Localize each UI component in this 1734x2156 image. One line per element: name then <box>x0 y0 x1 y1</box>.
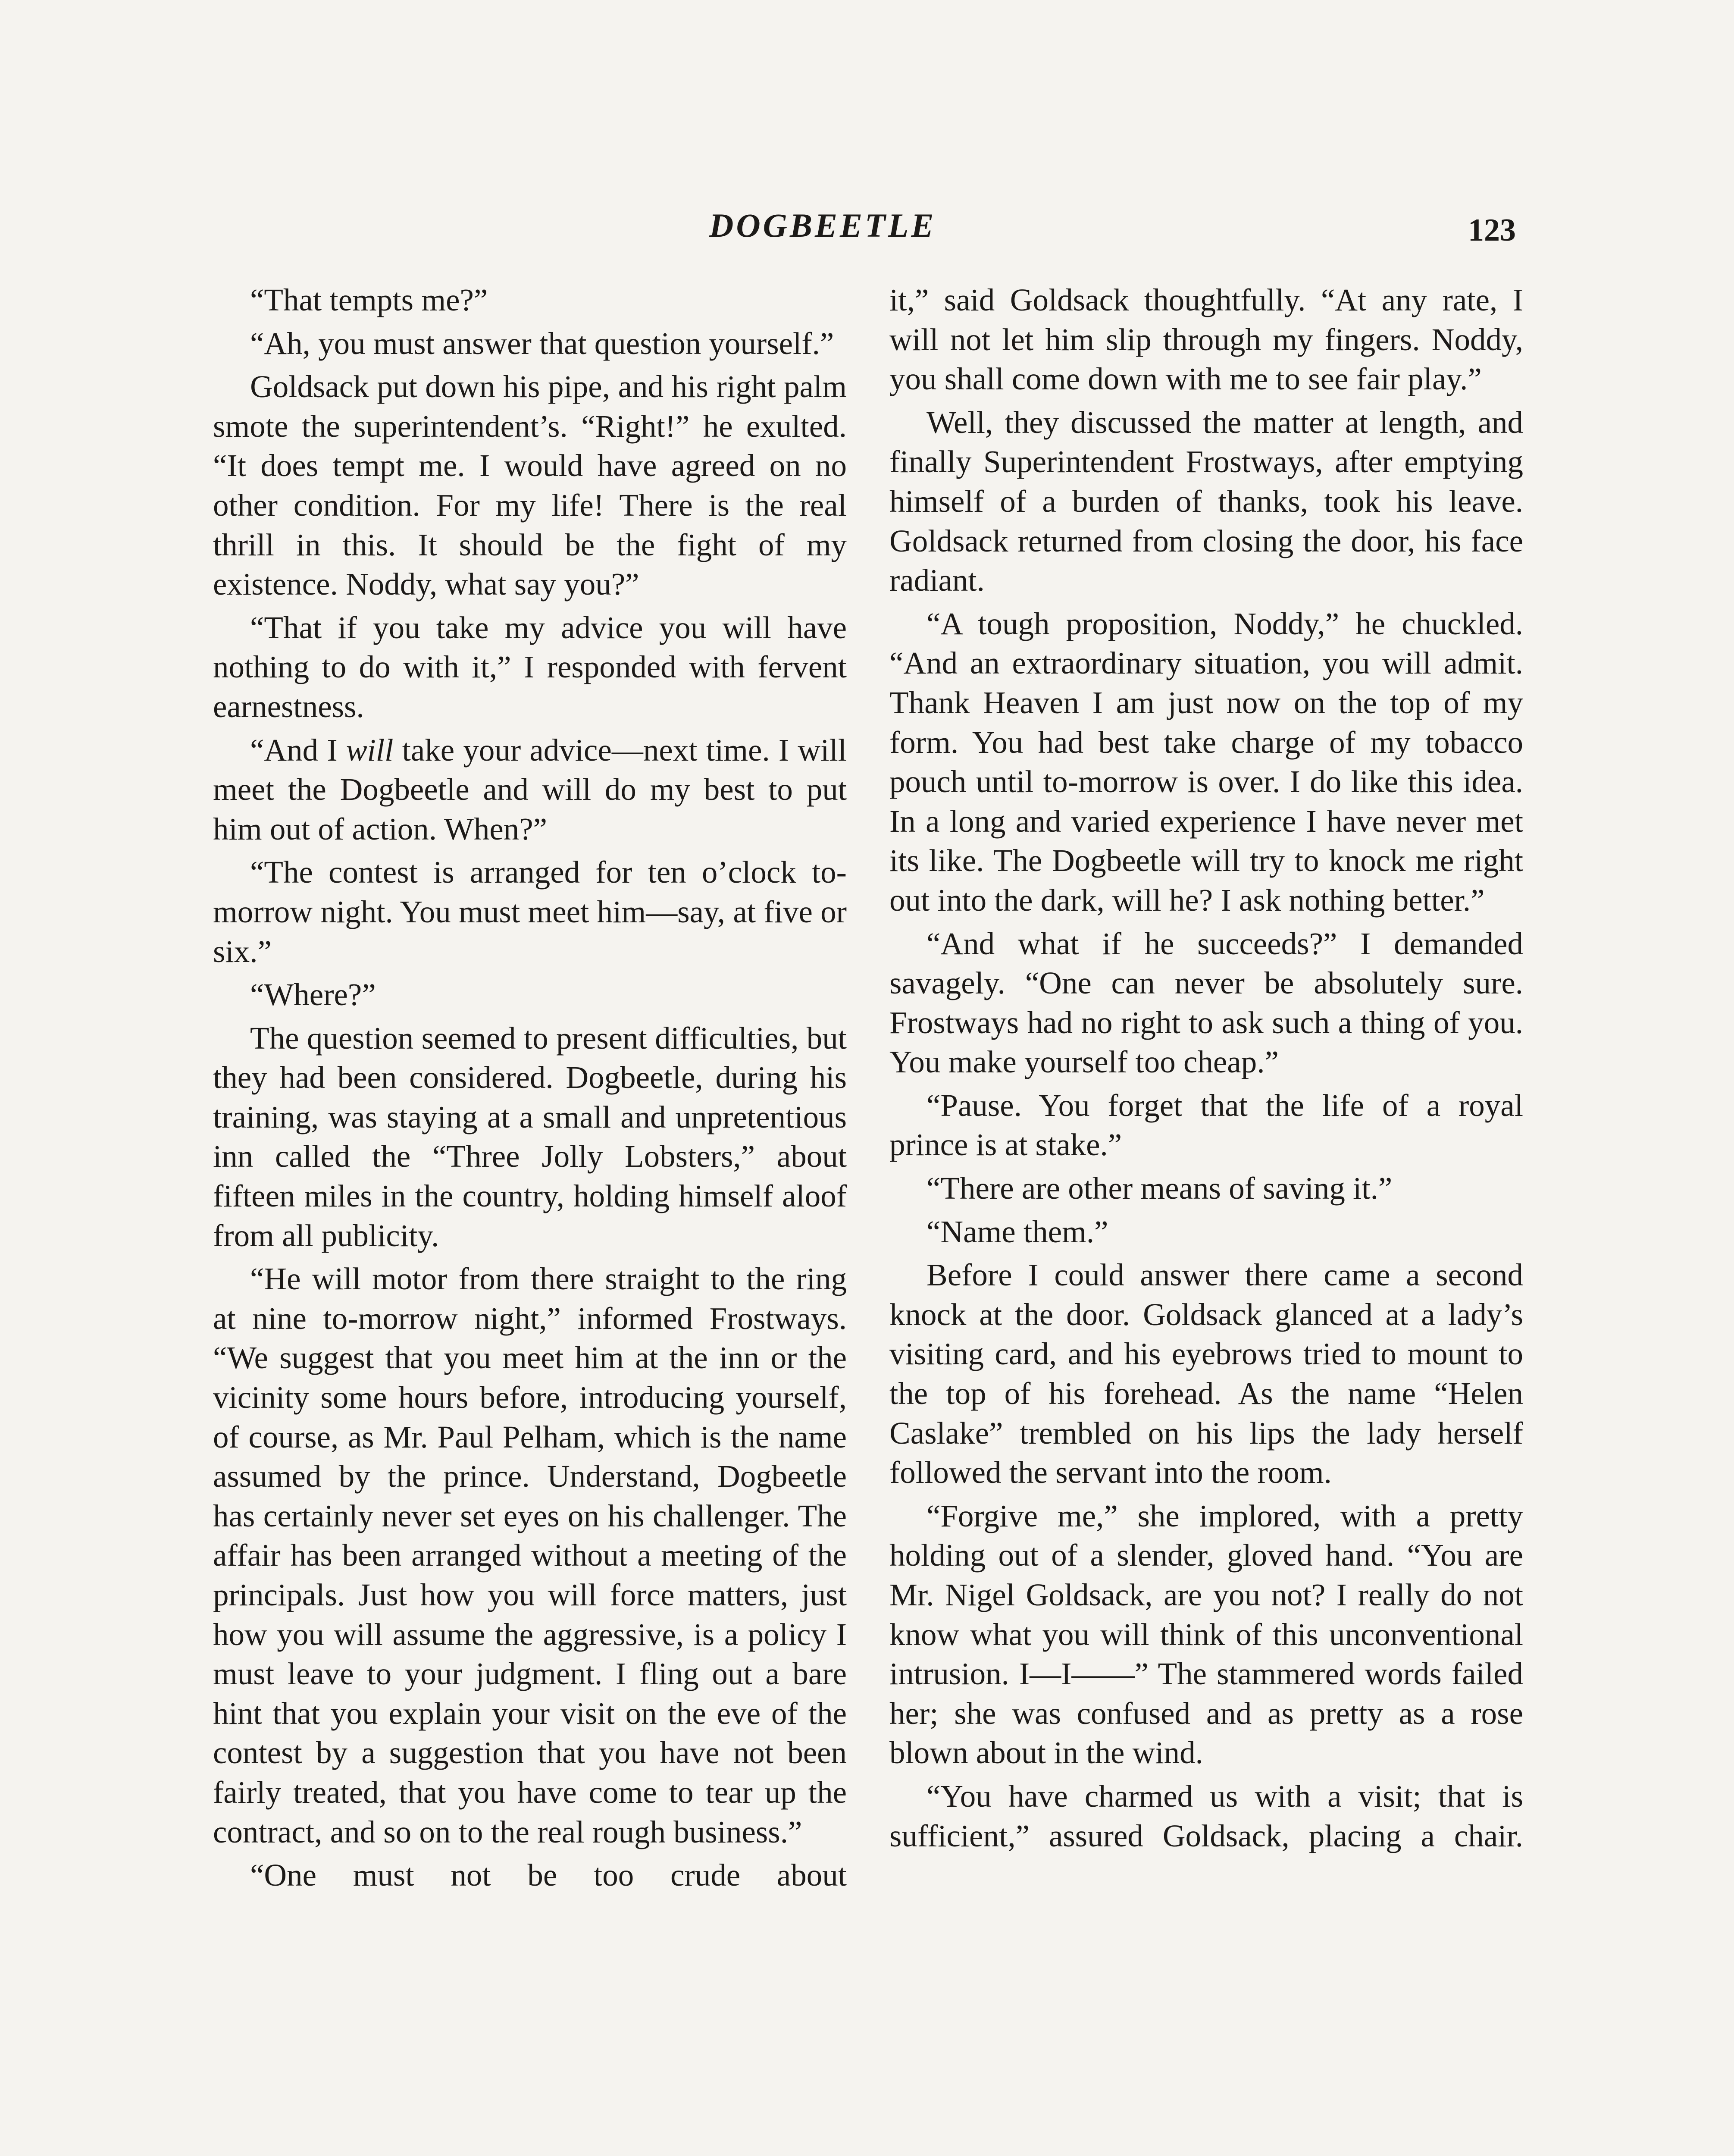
paragraph: “A tough proposition, Noddy,” he chuckled. “And an extraordinary situation, you will admit. Thank Heaven I am just now on the top of my form. You had best take charge of my tobacco pouch until to-morrow is over. I do like this idea. In a long and varied experience I have never met its like. The Dogbeetle will try to knock me right out into the dark, will he? I ask nothing better.” <box>889 606 1523 918</box>
paragraph: “Forgive me,” she implored, with a pretty holding out of a slender, gloved hand. “You are Mr. Nigel Goldsack, are you not? I really do not know what you will think of this unconventional intrusion. I—I——” The stammered words failed her; she was confused and as pretty as a rose blown about in the wind. <box>889 1498 1523 1771</box>
running-title: DOGBEETLE <box>709 207 936 244</box>
paragraph-continued: it,” said Goldsack thoughtfully. “At any rate, I will not let him slip through my fingers. Noddy, you shall come down with me to see fair play.” <box>889 282 1523 397</box>
paragraph: “The contest is arranged for ten o’clock to-morrow night. You must meet him—say, at five or six.” <box>213 855 847 969</box>
emphasis: will <box>346 732 394 768</box>
paragraph: “And what if he succeeds?” I demanded savagely. “One can never be absolutely sure. Frostways had no right to ask such a thing of you. You make yourself too cheap.” <box>889 926 1523 1080</box>
paragraph: “Ah, you must answer that question yourself.” <box>250 326 834 361</box>
text-column-left <box>213 280 847 1899</box>
page-number: 123 <box>1468 213 1516 248</box>
paragraph: “Pause. You forget that the life of a royal prince is at stake.” <box>889 1087 1523 1163</box>
paragraph: Well, they discussed the matter at length, and finally Superintendent Frostways, after emptying himself of a burden of thanks, took his leave. Goldsack returned from closing the door, his face radiant. <box>889 404 1523 598</box>
text-column-right <box>889 280 1523 1859</box>
paragraph: “Name them.” <box>926 1214 1108 1249</box>
paragraph: “That tempts me?” <box>250 282 488 317</box>
paragraph: “That if you take my advice you will have nothing to do with it,” I responded with fervent earnestness. <box>213 610 847 724</box>
paragraph: The question seemed to present difficulties, but they had been considered. Dogbeetle, during his training, was staying at a small and unpretentious inn called the “Three Jolly Lobsters,” about fifteen miles in the country, holding himself aloof from all publicity. <box>213 1020 847 1253</box>
paragraph: “Where?” <box>250 977 376 1012</box>
paragraph: “He will motor from there straight to the ring at nine to-morrow night,” informed Frostways. “We suggest that you meet him at the inn or the vicinity some hours before, introducing yourself, of course, as Mr. Paul Pelham, which is the name assumed by the prince. Understand, Dogbeetle has certainly never set eyes on his challenger. The affair has been arranged without a meeting of the principals. Just how you will force matters, just how you will assume the aggressive, is a policy I must leave to your judgment. I fling out a bare hint that you explain your visit on the eve of the contest by a suggestion that you have not been fairly treated, that you have come to tear up the contract, and so on to the real rough business.” <box>213 1261 847 1849</box>
paragraph: “You have charmed us with a visit; that is sufficient,” assured Goldsack, placing a chair. <box>889 1778 1523 1853</box>
paragraph: “One must not be too crude about <box>250 1858 847 1893</box>
paragraph: Goldsack put down his pipe, and his right palm smote the superintendent’s. “Right!” he exulted. “It does tempt me. I would have agreed on no other condition. For my life! There is the real thrill in this. It should be the fight of my existence. Noddy, what say you?” <box>213 369 847 602</box>
paragraph: Before I could answer there came a second knock at the door. Goldsack glanced at a lady’s visiting card, and his eyebrows tried to mount to the top of his forehead. As the name “Helen Caslake” trembled on his lips the lady herself followed the servant into the room. <box>889 1257 1523 1490</box>
paragraph: “And I will take your advice—next time. I will meet the Dogbeetle and will do my best to put him out of action. When?” <box>213 732 847 846</box>
paragraph: “There are other means of saving it.” <box>926 1171 1393 1206</box>
